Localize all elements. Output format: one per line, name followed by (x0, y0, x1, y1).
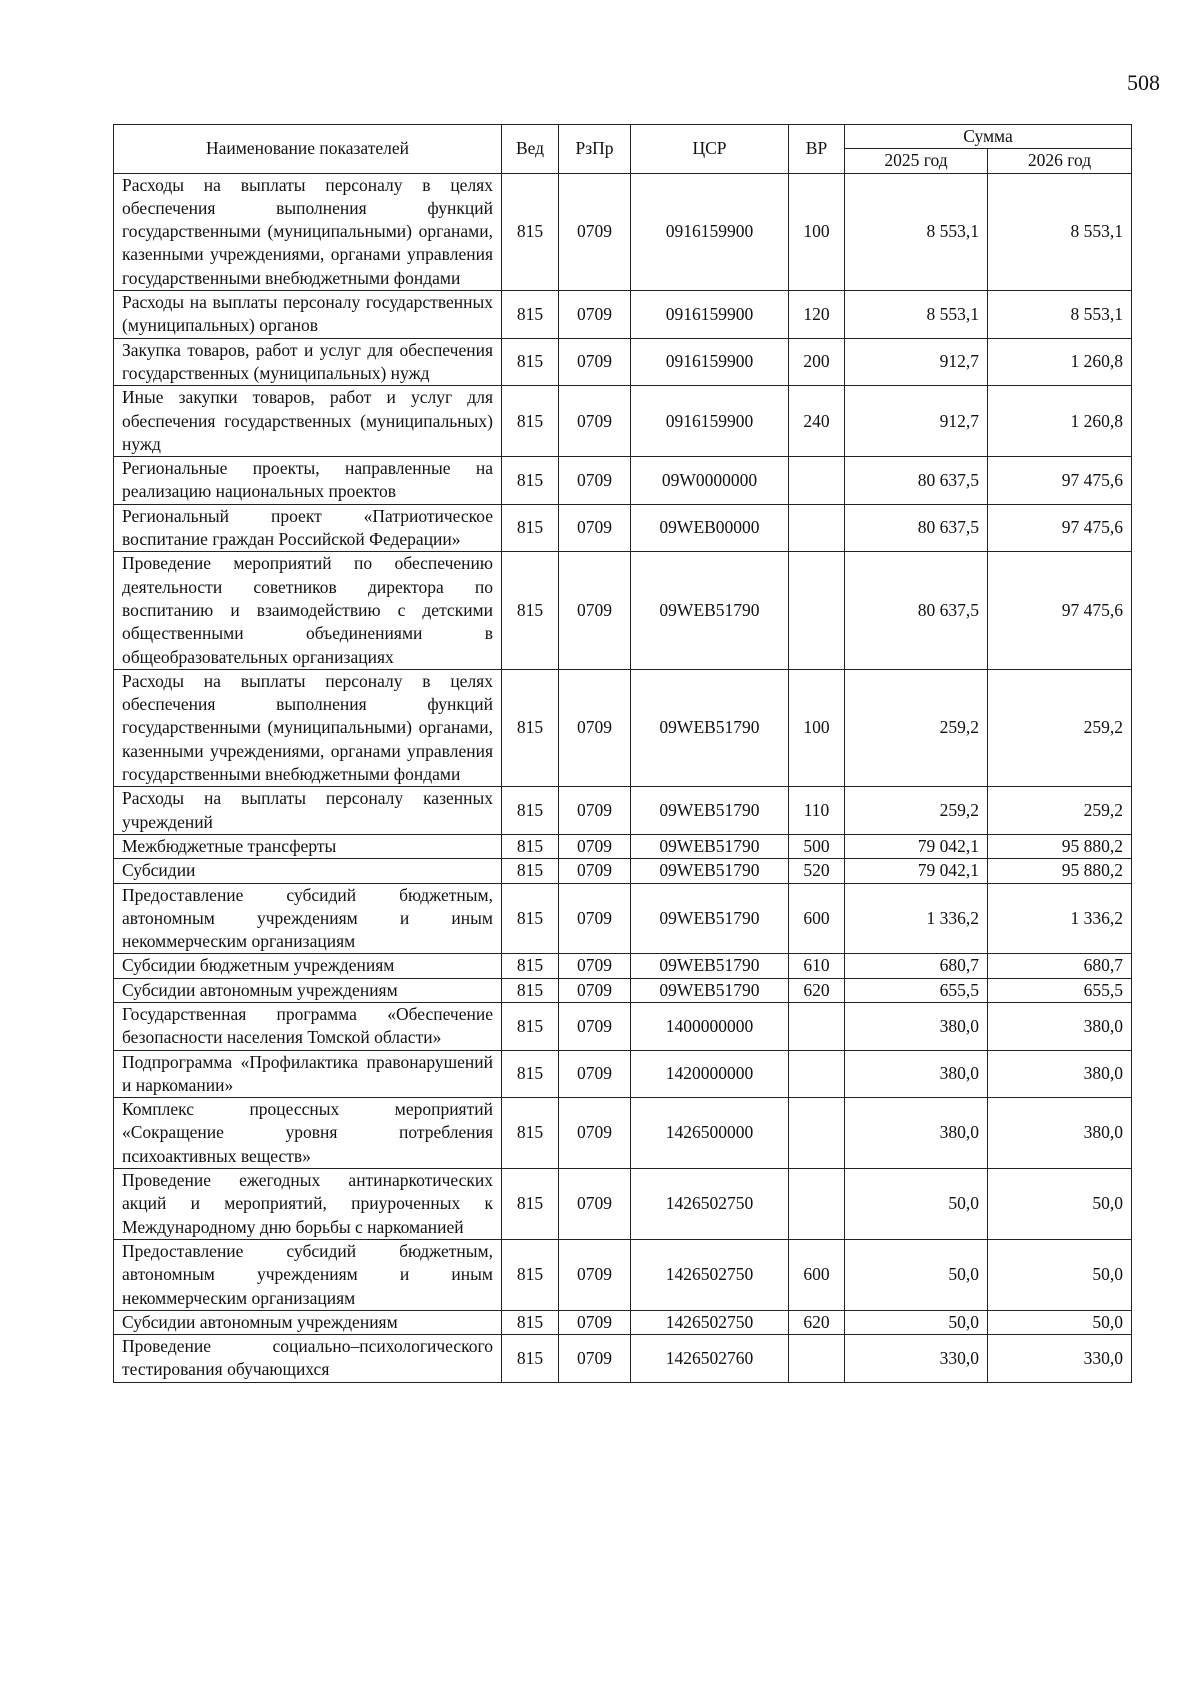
cell-2025: 912,7 (845, 386, 988, 457)
cell-csr: 09WEB51790 (631, 859, 789, 883)
cell-vr: 110 (789, 787, 845, 835)
table-row (114, 1310, 1132, 1334)
cell-2026: 50,0 (988, 1310, 1132, 1334)
cell-ved: 815 (502, 978, 559, 1002)
cell-2026: 380,0 (988, 1050, 1132, 1098)
header-csr: ЦСР (631, 125, 789, 174)
cell-vr (789, 457, 845, 505)
cell-ved: 815 (502, 338, 559, 386)
budget-table (113, 124, 1132, 1383)
cell-ved: 815 (502, 173, 559, 290)
cell-name: Расходы на выплаты персоналу государственных (муниципальных) органов (114, 291, 502, 339)
page-number: 508 (1127, 70, 1160, 95)
cell-ved: 815 (502, 1239, 559, 1310)
cell-2025: 380,0 (845, 1098, 988, 1169)
cell-2026: 97 475,6 (988, 457, 1132, 505)
cell-csr: 09WEB51790 (631, 834, 789, 858)
cell-name: Субсидии автономным учреждениям (114, 1310, 502, 1334)
cell-ved: 815 (502, 457, 559, 505)
cell-name: Субсидии бюджетным учреждениям (114, 954, 502, 978)
header-2025: 2025 год (845, 149, 988, 173)
cell-ved: 815 (502, 1310, 559, 1334)
cell-2026: 259,2 (988, 669, 1132, 786)
table-row (114, 954, 1132, 978)
cell-rzpr: 0709 (559, 1310, 631, 1334)
cell-2026: 259,2 (988, 787, 1132, 835)
cell-2026: 8 553,1 (988, 291, 1132, 339)
cell-2026: 50,0 (988, 1169, 1132, 1240)
cell-rzpr: 0709 (559, 1169, 631, 1240)
cell-2025: 259,2 (845, 787, 988, 835)
cell-2025: 50,0 (845, 1169, 988, 1240)
cell-ved: 815 (502, 504, 559, 552)
cell-name: Предоставление субсидий бюджетным, автономным учреждениям и иным некоммерческим организациям (114, 1239, 502, 1310)
cell-csr: 09WEB51790 (631, 883, 789, 954)
cell-vr (789, 1002, 845, 1050)
cell-csr: 1420000000 (631, 1050, 789, 1098)
cell-rzpr: 0709 (559, 1002, 631, 1050)
table-row (114, 173, 1132, 290)
cell-2026: 1 336,2 (988, 883, 1132, 954)
cell-ved: 815 (502, 552, 559, 669)
table-row (114, 504, 1132, 552)
cell-2025: 80 637,5 (845, 504, 988, 552)
cell-vr (789, 504, 845, 552)
cell-2026: 97 475,6 (988, 552, 1132, 669)
cell-vr: 240 (789, 386, 845, 457)
cell-2025: 80 637,5 (845, 552, 988, 669)
cell-2026: 97 475,6 (988, 504, 1132, 552)
cell-ved: 815 (502, 859, 559, 883)
cell-2025: 79 042,1 (845, 834, 988, 858)
cell-csr: 1426502760 (631, 1335, 789, 1383)
cell-name: Комплекс процессных мероприятий «Сокращение уровня потребления психоактивных веществ» (114, 1098, 502, 1169)
cell-ved: 815 (502, 787, 559, 835)
cell-csr: 09WEB51790 (631, 978, 789, 1002)
table-row (114, 1098, 1132, 1169)
table-row (114, 338, 1132, 386)
cell-name: Проведение ежегодных антинаркотических акций и мероприятий, приуроченных к Международному дню борьбы с наркоманией (114, 1169, 502, 1240)
cell-vr: 100 (789, 669, 845, 786)
cell-2025: 655,5 (845, 978, 988, 1002)
cell-rzpr: 0709 (559, 173, 631, 290)
cell-2025: 80 637,5 (845, 457, 988, 505)
cell-2026: 330,0 (988, 1335, 1132, 1383)
cell-vr: 600 (789, 883, 845, 954)
cell-name: Межбюджетные трансферты (114, 834, 502, 858)
cell-ved: 815 (502, 386, 559, 457)
cell-name: Государственная программа «Обеспечение безопасности населения Томской области» (114, 1002, 502, 1050)
cell-vr: 520 (789, 859, 845, 883)
cell-name: Проведение социально–психологического тестирования обучающихся (114, 1335, 502, 1383)
cell-2025: 912,7 (845, 338, 988, 386)
header-ved: Вед (502, 125, 559, 174)
cell-name: Расходы на выплаты персоналу в целях обеспечения выполнения функций государственными (муниципальными) органами, казенными учреждениями, органами управления государственными внебюджетными фондами (114, 173, 502, 290)
cell-2025: 50,0 (845, 1239, 988, 1310)
cell-csr: 09WEB51790 (631, 552, 789, 669)
cell-vr: 620 (789, 1310, 845, 1334)
cell-rzpr: 0709 (559, 859, 631, 883)
cell-name: Закупка товаров, работ и услуг для обеспечения государственных (муниципальных) нужд (114, 338, 502, 386)
cell-2025: 50,0 (845, 1310, 988, 1334)
table-row (114, 1169, 1132, 1240)
table-row (114, 386, 1132, 457)
cell-vr: 500 (789, 834, 845, 858)
cell-vr: 610 (789, 954, 845, 978)
cell-csr: 0916159900 (631, 386, 789, 457)
cell-vr (789, 1169, 845, 1240)
cell-csr: 0916159900 (631, 173, 789, 290)
cell-csr: 1426502750 (631, 1239, 789, 1310)
cell-rzpr: 0709 (559, 669, 631, 786)
cell-vr (789, 1098, 845, 1169)
table-row (114, 1050, 1132, 1098)
cell-vr (789, 1335, 845, 1383)
cell-name: Расходы на выплаты персоналу казенных учреждений (114, 787, 502, 835)
cell-2025: 259,2 (845, 669, 988, 786)
cell-vr: 200 (789, 338, 845, 386)
table-row (114, 669, 1132, 786)
cell-2026: 95 880,2 (988, 859, 1132, 883)
cell-2025: 79 042,1 (845, 859, 988, 883)
cell-name: Расходы на выплаты персоналу в целях обеспечения выполнения функций государственными (муниципальными) органами, казенными учреждениями, органами управления государственными внебюджетными фондами (114, 669, 502, 786)
cell-rzpr: 0709 (559, 787, 631, 835)
table-body (114, 173, 1132, 1382)
cell-2025: 1 336,2 (845, 883, 988, 954)
cell-ved: 815 (502, 669, 559, 786)
cell-2026: 50,0 (988, 1239, 1132, 1310)
table-row (114, 883, 1132, 954)
cell-vr (789, 552, 845, 669)
cell-rzpr: 0709 (559, 291, 631, 339)
cell-2025: 330,0 (845, 1335, 988, 1383)
cell-csr: 09WEB00000 (631, 504, 789, 552)
cell-rzpr: 0709 (559, 386, 631, 457)
cell-2026: 380,0 (988, 1002, 1132, 1050)
cell-2026: 1 260,8 (988, 386, 1132, 457)
cell-ved: 815 (502, 1335, 559, 1383)
cell-2025: 8 553,1 (845, 291, 988, 339)
table-row (114, 552, 1132, 669)
table-row (114, 859, 1132, 883)
cell-csr: 1400000000 (631, 1002, 789, 1050)
cell-ved: 815 (502, 1169, 559, 1240)
cell-2026: 8 553,1 (988, 173, 1132, 290)
cell-vr: 100 (789, 173, 845, 290)
cell-rzpr: 0709 (559, 1335, 631, 1383)
cell-2025: 8 553,1 (845, 173, 988, 290)
header-rzpr: РзПр (559, 125, 631, 174)
cell-rzpr: 0709 (559, 883, 631, 954)
cell-name: Проведение мероприятий по обеспечению деятельности советников директора по воспитанию и взаимодействию с детскими общественными объединениями в общеобразовательных организациях (114, 552, 502, 669)
table-row (114, 787, 1132, 835)
header-name: Наименование показателей (114, 125, 502, 174)
cell-vr: 600 (789, 1239, 845, 1310)
table-row (114, 1002, 1132, 1050)
header-sum: Сумма (845, 125, 1132, 149)
cell-ved: 815 (502, 1050, 559, 1098)
cell-csr: 0916159900 (631, 338, 789, 386)
cell-2026: 380,0 (988, 1098, 1132, 1169)
table-row (114, 291, 1132, 339)
cell-csr: 09WEB51790 (631, 954, 789, 978)
cell-2025: 380,0 (845, 1050, 988, 1098)
cell-csr: 1426500000 (631, 1098, 789, 1169)
table-row (114, 978, 1132, 1002)
cell-name: Предоставление субсидий бюджетным, автономным учреждениям и иным некоммерческим организациям (114, 883, 502, 954)
cell-ved: 815 (502, 834, 559, 858)
cell-csr: 1426502750 (631, 1169, 789, 1240)
table-row (114, 457, 1132, 505)
cell-csr: 09WEB51790 (631, 669, 789, 786)
header-2026: 2026 год (988, 149, 1132, 173)
cell-ved: 815 (502, 1098, 559, 1169)
cell-name: Иные закупки товаров, работ и услуг для обеспечения государственных (муниципальных) нужд (114, 386, 502, 457)
cell-rzpr: 0709 (559, 954, 631, 978)
cell-2026: 680,7 (988, 954, 1132, 978)
cell-name: Субсидии (114, 859, 502, 883)
cell-name: Региональные проекты, направленные на реализацию национальных проектов (114, 457, 502, 505)
cell-2026: 655,5 (988, 978, 1132, 1002)
cell-2026: 1 260,8 (988, 338, 1132, 386)
table-row (114, 1239, 1132, 1310)
cell-vr: 120 (789, 291, 845, 339)
cell-2026: 95 880,2 (988, 834, 1132, 858)
cell-ved: 815 (502, 291, 559, 339)
cell-ved: 815 (502, 954, 559, 978)
cell-rzpr: 0709 (559, 1050, 631, 1098)
cell-rzpr: 0709 (559, 457, 631, 505)
cell-rzpr: 0709 (559, 1239, 631, 1310)
cell-csr: 09W0000000 (631, 457, 789, 505)
cell-name: Региональный проект «Патриотическое воспитание граждан Российской Федерации» (114, 504, 502, 552)
cell-rzpr: 0709 (559, 552, 631, 669)
table-row (114, 834, 1132, 858)
cell-name: Подпрограмма «Профилактика правонарушений и наркомании» (114, 1050, 502, 1098)
cell-rzpr: 0709 (559, 1098, 631, 1169)
cell-vr: 620 (789, 978, 845, 1002)
cell-name: Субсидии автономным учреждениям (114, 978, 502, 1002)
header-vr: ВР (789, 125, 845, 174)
table-header (114, 125, 1132, 174)
table-row (114, 1335, 1132, 1383)
cell-csr: 0916159900 (631, 291, 789, 339)
cell-rzpr: 0709 (559, 978, 631, 1002)
cell-csr: 09WEB51790 (631, 787, 789, 835)
cell-vr (789, 1050, 845, 1098)
cell-csr: 1426502750 (631, 1310, 789, 1334)
cell-2025: 680,7 (845, 954, 988, 978)
cell-ved: 815 (502, 883, 559, 954)
cell-rzpr: 0709 (559, 834, 631, 858)
cell-2025: 380,0 (845, 1002, 988, 1050)
cell-rzpr: 0709 (559, 504, 631, 552)
cell-rzpr: 0709 (559, 338, 631, 386)
cell-ved: 815 (502, 1002, 559, 1050)
